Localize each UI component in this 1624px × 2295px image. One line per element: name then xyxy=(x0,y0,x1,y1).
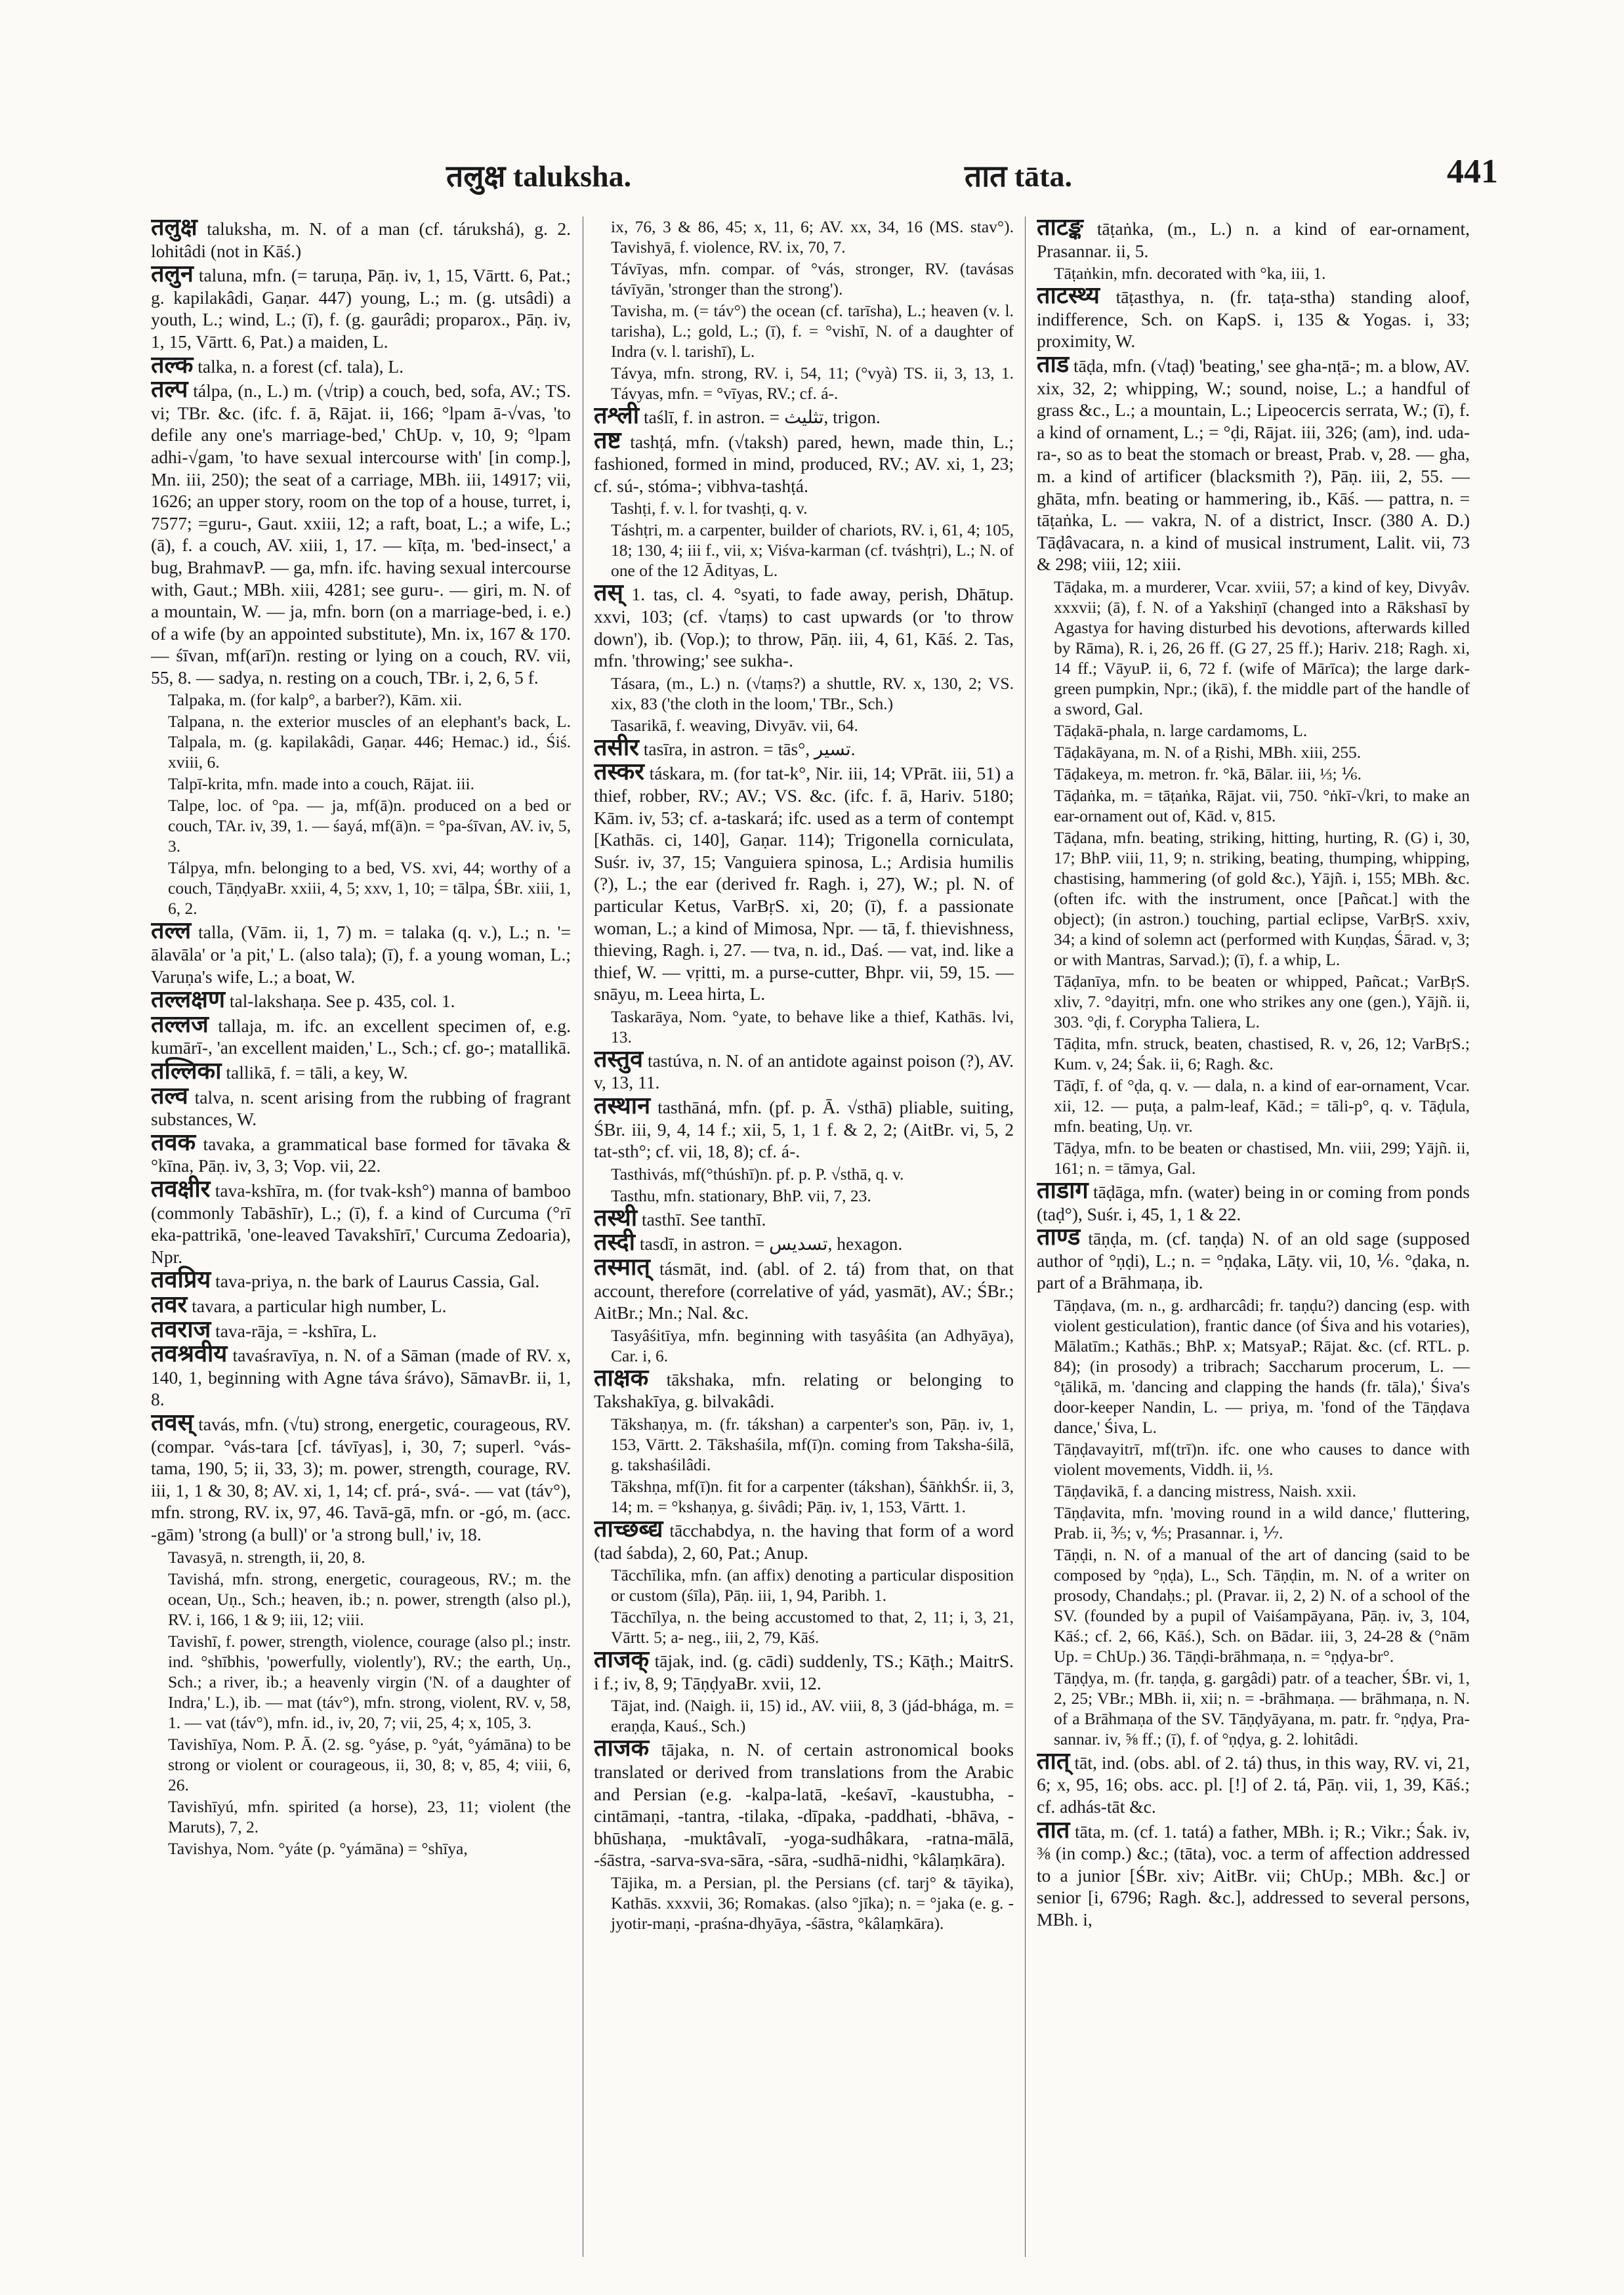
entry-headword-devanagari: तल्क xyxy=(151,351,194,378)
dictionary-subentry xyxy=(151,711,571,772)
entry-text: tācchabdya, n. the having that form of a word (tad śabda), 2, 60, Pat.; Anup. xyxy=(594,1520,1014,1563)
entry-headword-devanagari: तस्मात् xyxy=(594,1254,650,1281)
dictionary-entry xyxy=(594,1204,1014,1231)
entry-text: Tāḍanīya, mfn. to be beaten or whipped, Pañcat.; VarBṛS. xliv, 7. °dayitṛi, mfn. one who strikes any one (gen.), Yājñ. ii, 303. °ḍi, f. Corypha Taliera, L. xyxy=(1054,971,1470,1031)
entry-text: Tāṇḍavita, mfn. 'moving round in a wild dance,' fluttering, Prab. ii, ⅗; v, ⅘; Prasannar. i, ⅐. xyxy=(1054,1502,1470,1542)
dictionary-subentry xyxy=(594,520,1014,581)
dictionary-subentry xyxy=(151,1796,571,1837)
entry-text: Távya, mfn. strong, RV. i, 54, 11; (°vyà) TS. ii, 3, 13, 1. Távyas, mfn. = °vīyas, RV.; cf. á-. xyxy=(611,363,1014,403)
entry-text: Tāḍana, mfn. beating, striking, hitting, hurting, R. (G) i, 30, 17; BhP. viii, 11, 9; n. striking, beating, thumping, whipping, chastising, hammering (of gold &c.), Yājñ. i, 155; MBh. &c. (often ifc. with the instrument, once [Pañcat.] with the object); (in astron.) touching, partial eclipse, VarBṛS. xxiv, 34; a kind of solemn act (performed with Kuṇḍas, Śārad. v, 3; or with Mantras, Sarvad.); (ī), f. a whip, L. xyxy=(1054,827,1470,969)
entry-headword-devanagari: तस्कर xyxy=(594,758,644,785)
dictionary-entry xyxy=(594,758,1014,1005)
entry-headword-devanagari: ताटस्थ्य xyxy=(1037,282,1100,309)
column-1 xyxy=(151,217,571,2257)
dictionary-subentry xyxy=(594,1565,1014,1605)
dictionary-subentry xyxy=(151,1838,571,1859)
dictionary-subentry xyxy=(1037,1138,1470,1178)
entry-text: Tavisha, m. (= táv°) the ocean (cf. tarīsha), L.; heaven (v. l. tarisha), L.; gold, L.; (ī), f. = °vishī, N. of a daughter of Indra (v. l. tarishī), L. xyxy=(611,301,1014,361)
entry-text: Tásara, (m., L.) n. (√taṃs?) a shuttle, RV. x, 130, 2; VS. xix, 83 ('the cloth in the loom,' TBr., Sch.) xyxy=(611,673,1014,713)
entry-headword-devanagari: तल्ल xyxy=(151,917,192,944)
entry-text: tāṭasthya, n. (fr. taṭa-stha) standing aloof, indifference, Sch. on KapS. i, 135 & Yogas. i, 33; proximity, W. xyxy=(1037,287,1470,352)
entry-text: Tavishīya, Nom. P. Ā. (2. sg. °yáse, p. °yát, °yámāna) to be strong or violent or courageous, ii, 30, 8; v, 85, 4; viii, 6, 26. xyxy=(168,1734,571,1794)
entry-text: 1. tas, cl. 4. °syati, to fade away, perish, Dhātup. xxvi, 103; (cf. √taṃs) to cast upwards (or 'to throw down'), ib. (Vop.); to throw, Pāṇ. iii, 4, 61, Kāś. 2. Tas, mfn. 'throwing;' see sukha-. xyxy=(594,584,1014,671)
entry-text: táskara, m. (for tat-k°, Nir. iii, 14; VPrāt. iii, 51) a thief, robber, RV.; AV.; VS. &c. (ifc. f. ā, Hariv. 5180; Kām. iv, 53; cf. a-taskará; ifc. used as a term of contempt [Kathās. ci, 140], Gaṇar. 114); Trigonella corniculata, Suśr. iv, 37, 15; Vanguiera spinosa, L.; Ardisia humilis (?), L.; the ear (derived fr. Ragh. i, 27), W.; pl. N. of particular Ketus, VarBṛS. xi, 20; (ī), f. a passionate woman, L.; a kind of Mimosa, Npr. — tā, f. thievishness, thieving, Ragh. i, 27. — tva, n. id., Daś. — vat, ind. like a thief, W. — vṛitti, m. a purse-cutter, Bhpr. vii, 59, 15. — snāyu, m. Leea hirta, L. xyxy=(594,763,1014,1004)
entry-text: Távīyas, mfn. compar. of °vás, stronger, RV. (tavásas távīyān, 'stronger than the strong'). xyxy=(611,259,1014,299)
entry-text: Tājat, ind. (Naigh. ii, 15) id., AV. viii, 8, 3 (jád-bhága, m. = eraṇḍa, Kauś., Sch.) xyxy=(611,1696,1014,1736)
dictionary-entry xyxy=(151,1315,571,1342)
entry-text: Tavishī, f. power, strength, violence, courage (also pl.; instr. ind. °shībhis, 'powerfully, violently'), RV.; the earth, Uṇ., Sch.; a river, ib.; a heavenly virgin ('N. of a daughter of Indra,' L.), ib. — mat (táv°), mfn. strong, violent, RV. v, 58, 1. — vat (táv°), mfn. id., iv, 20, 7; vii, 25, 4; x, 105, 3. xyxy=(168,1631,571,1732)
dictionary-entry xyxy=(594,1092,1014,1163)
entry-headword-devanagari: तल्लिका xyxy=(151,1058,222,1085)
entry-text: tásmāt, ind. (abl. of 2. tá) from that, on that account, therefore (correlative of yád, yasmāt), AV.; ŚBr.; AitBr.; Mn.; Nal. &c. xyxy=(594,1258,1014,1323)
entry-text: Tavishya, Nom. °yáte (p. °yámāna) = °shīya, xyxy=(168,1838,468,1858)
entry-text: tasthāná, mfn. (pf. p. Ā. √sthā) pliable, suiting, ŚBr. iii, 9, 4, 14 f.; xii, 5, 1, 1 f. & 2, 2; (AitBr. vi, 5, 2 tat-sth°; cf. vii, 18, 8); cf. á-. xyxy=(594,1097,1014,1162)
dictionary-subentry xyxy=(1037,1033,1470,1074)
entry-text: Tāṭaṅkin, mfn. decorated with °ka, iii, 1. xyxy=(1054,264,1326,283)
entry-text: taluna, mfn. (= taruṇa, Pāṇ. iv, 1, 15, Vārtt. 6, Pat.; g. kapilakâdi, Gaṇar. 447) young, L.; m. (g. utsâdi) a youth, L.; wind, L.; (ī), f. (g. gaurâdi; proparox., Pāṇ. iv, 1, 15, Vārtt. 6, Pat.) a maiden, L. xyxy=(151,265,571,352)
dictionary-subentry xyxy=(151,774,571,794)
entry-text: Tāṇḍi, n. N. of a manual of the art of dancing (said to be composed by °ṇḍa), L., Sch. Tāṇḍin, m. N. of a writer on prosody, Chandaḥs.; pl. (Pravar. ii, 2, 2) N. of a school of the SV. (founded by a pupil of Vaiśampāyana, Pāṇ. iv, 3, 104, Kāś.; cf. 2, 66, Kāś.), Sch. on Bādar. iii, 3, 24-28 & (°nām Up. = ChUp.) 36. Tāṇḍi-brāhmaṇa, n. = °ṇḍya-br°. xyxy=(1054,1544,1470,1666)
entry-text: tallikā, f. = tāli, a key, W. xyxy=(226,1062,408,1083)
dictionary-subentry xyxy=(1037,1544,1470,1666)
entry-text: Tākshaṇya, m. (fr. tákshan) a carpenter's son, Pāṇ. iv, 1, 153, Vārtt. 2. Tākshaśila, mf(ī)n. coming from Taksha-śilā, g. takshaśilâdi. xyxy=(611,1415,1014,1474)
entry-text: Tāḍakeya, m. metron. fr. °kā, Bālar. iii, ⅓; ⅙. xyxy=(1054,764,1362,783)
dictionary-entry xyxy=(594,1518,1014,1563)
page-number: 441 xyxy=(1447,153,1498,190)
entry-headword-devanagari: तलुक्ष xyxy=(151,217,198,240)
dictionary-entry xyxy=(594,1256,1014,1324)
entry-text: Tāṇḍavikā, f. a dancing mistress, Naish. xxii. xyxy=(1054,1481,1357,1500)
entry-text: Tācchīlika, mfn. (an affix) denoting a particular disposition or custom (śīla), Pāṇ. iii, 1, 94, Paribh. 1. xyxy=(611,1565,1014,1605)
entry-text: Tāḍakā-phala, n. large cardamoms, L. xyxy=(1054,720,1308,740)
entry-text: tashṭá, mfn. (√taksh) pared, hewn, made thin, L.; fashioned, formed in mind, produced, RV.; AV. xi, 1, 23; cf. sú-, stóma-; vibhva-tashṭá. xyxy=(594,431,1014,496)
dictionary-subentry xyxy=(1037,764,1470,784)
dictionary-entry xyxy=(594,1045,1014,1094)
entry-text: Tājika, m. a Persian, pl. the Persians (cf. tarj° & tāyika), Kathās. xxxvii, 36; Romakas. (also °jīka); n. = °jaka (e. g. -jyotir-maṇi, -praśna-dhyāya, -śāstra, °kâlaṃkāra). xyxy=(611,1872,1014,1933)
entry-text: Tākshṇa, mf(ī)n. fit for a carpenter (tákshan), ŚāṅkhŚr. ii, 3, 14; m. = °kshaṇya, g. śivâdi; Pāṇ. iv, 1, 153, Vārtt. 1. xyxy=(611,1477,1014,1516)
entry-text: Talpana, n. the exterior muscles of an elephant's back, L. Talpala, m. (g. kapilakâdi, Gaṇar. 446; Hemac.) id., Śiś. xviii, 6. xyxy=(168,712,571,772)
dictionary-subentry xyxy=(1037,1439,1470,1479)
entry-headword-devanagari: तवस् xyxy=(151,1409,194,1436)
entry-text: tāta, m. (cf. 1. tatá) a father, MBh. i; R.; Vikr.; Śak. iv, ⅜ (in comp.) &c.; (tāta), voc. a term of affection addressed to a junior [ŚBr. xiv; AitBr. vii; ChUp.; MBh. &c.] or senior [i, 6796; Ragh. &c.], addressed to several persons, MBh. i, xyxy=(1037,1821,1470,1930)
entry-text: Tashṭi, f. v. l. for tvashṭi, q. v. xyxy=(611,499,808,518)
entry-text: Taskarāya, Nom. °yate, to behave like a thief, Kathās. lvi, 13. xyxy=(611,1006,1014,1046)
dictionary-subentry xyxy=(151,1547,571,1567)
entry-text: tasthī. See tanthī. xyxy=(642,1209,766,1230)
entry-text: tavaśravīya, n. N. of a Sāman (made of RV. x, 140, 1, beginning with Agne táva śrávo), SāmavBr. ii, 1, 8. xyxy=(151,1345,571,1410)
entry-headword-devanagari: तवर xyxy=(151,1291,188,1317)
dictionary-subentry xyxy=(594,1186,1014,1206)
dictionary-subentry xyxy=(1037,1295,1470,1437)
entry-headword-devanagari: ताजक xyxy=(594,1735,650,1762)
dictionary-entry xyxy=(1037,1816,1470,1931)
entry-text: Tasthivás, mf(°thúshī)n. pf. p. P. √sthā, q. v. xyxy=(611,1164,904,1184)
dictionary-subentry xyxy=(594,673,1014,714)
dictionary-subentry xyxy=(594,1325,1014,1366)
entry-text: Tálpya, mfn. belonging to a bed, VS. xvi, 44; worthy of a couch, TāṇḍyaBr. xxiii, 4, 5; xxv, 1, 10; = tālpa, ŚBr. xiii, 1, 6, 2. xyxy=(168,858,571,919)
entry-headword-devanagari: तात् xyxy=(1037,1747,1070,1774)
entry-headword-devanagari: तल्प xyxy=(151,376,188,403)
dictionary-subentry xyxy=(594,217,1014,257)
dictionary-subentry xyxy=(594,363,1014,403)
dictionary-entry xyxy=(151,986,571,1013)
entry-text: talka, n. a forest (cf. tala), L. xyxy=(198,356,404,377)
entry-text: tasdī, in astron. = تسدیس, hexagon. xyxy=(639,1233,903,1254)
dictionary-subentry xyxy=(1037,971,1470,1032)
dictionary-entry xyxy=(151,1409,571,1546)
dictionary-subentry xyxy=(594,1607,1014,1647)
entry-text: Táshṭri, m. a carpenter, builder of chariots, RV. i, 61, 4; 105, 18; 130, 4; iii f., vii, x; Viśva-karman (cf. tváshṭri), L.; N. of one of the 12 Ādityas, L. xyxy=(611,520,1014,581)
dictionary-subentry xyxy=(594,1414,1014,1475)
dictionary-subentry xyxy=(594,715,1014,735)
dictionary-subentry xyxy=(1037,720,1470,741)
entry-headword-devanagari: तस् xyxy=(594,579,623,606)
entry-text: tājaka, n. N. of certain astronomical books translated or derived from translations from the Arabic and Persian (e.g. -kalpa-latā, -keśavī, -kaustubha, -cintāmaṇi, -tantra, -tilaka, -dīpaka, -paddhati, -bhāva, -bhūshaṇa, -muktâvalī, -yoga-sudhâkara, -ratna-mālā, -śāstra, -sarva-sva-sāra, -sāra, -sudhā-nidhi, °kâlaṃkāra). xyxy=(594,1739,1014,1871)
entry-headword-devanagari: तसीर xyxy=(594,734,639,760)
dictionary-subentry xyxy=(1037,263,1470,283)
entry-text: tava-kshīra, m. (for tvak-ksh°) manna of bamboo (commonly Tabāshīr), L.; (ī), f. a kind of Curcuma (°rī eka-pattrikā, 'one-leaved Tavakshīrī,' Curcuma Zedoaria), Npr. xyxy=(151,1180,571,1267)
entry-text: tavara, a particular high number, L. xyxy=(192,1295,447,1316)
entry-headword-devanagari: ताक्षक xyxy=(594,1364,649,1391)
header-right-guideword: तात tāta. xyxy=(965,159,1072,193)
entry-text: Tasarikā, f. weaving, Divyāv. vii, 64. xyxy=(611,715,858,735)
entry-headword-devanagari: तल्व xyxy=(151,1082,188,1109)
entry-headword-devanagari: तात xyxy=(1037,1816,1070,1843)
dictionary-entry xyxy=(151,376,571,688)
dictionary-subentry xyxy=(1037,742,1470,762)
entry-text: tāḍāga, mfn. (water) being in or coming from ponds (taḍ°), Suśr. i, 45, 1, 1 & 22. xyxy=(1037,1181,1470,1224)
entry-text: tastúva, n. N. of an antidote against poison (?), AV. v, 13, 11. xyxy=(594,1050,1014,1093)
dictionary-entry xyxy=(594,402,1014,428)
dictionary-subentry xyxy=(151,1734,571,1795)
dictionary-subentry xyxy=(594,1872,1014,1933)
entry-headword-devanagari: ताजक् xyxy=(594,1646,650,1673)
dictionary-entry xyxy=(594,734,1014,760)
entry-text: Tāṇḍya, m. (fr. taṇḍa, g. gargâdi) patr. of a teacher, ŚBr. vi, 1, 2, 25; VBr.; MBh. ii, xii; n. = -brāhmaṇa. — brāhmaṇa, n. N. of a Brāhmaṇa of the SV. Tāṇḍyāyana, m. patr. fr. °ṇḍya, Pra-sannar. iv, ⅝ ff.; (ī), f. of °ṇḍya, g. 2. lohitâdi. xyxy=(1054,1668,1470,1748)
entry-headword-devanagari: तल्लज xyxy=(151,1010,209,1037)
entry-text: Tāḍakāyana, m. N. of a Ṛishi, MBh. xiii, 255. xyxy=(1054,742,1362,762)
dictionary-subentry xyxy=(1037,1481,1470,1501)
entry-text: tākshaka, mfn. relating or belonging to Takshakīya, g. bilvakâdi. xyxy=(594,1369,1014,1412)
dictionary-entry xyxy=(594,426,1014,497)
dictionary-subentry xyxy=(594,1695,1014,1736)
entry-headword-devanagari: तलुन xyxy=(151,260,194,287)
entry-headword-devanagari: तवप्रिय xyxy=(151,1266,211,1293)
entry-text: Tāḍaka, m. a murderer, Vcar. xviii, 57; a kind of key, Divyâv. xxxvii; (ā), f. N. of a Yakshiṇī (changed into a Rākshasī by Agastya for having disturbed his devotions, afterwards killed by Rāma), R. i, 26, 26 ff. (G 27, 25 ff.); Hariv. 218; Ragh. xi, 14 ff.; VāyuP. ii, 6, 72 f. (wife of Mārīca); the large dark-green pumpkin, Npr.; (ikā), f. the middle part of the handle of a sword, Gal. xyxy=(1054,577,1470,718)
column-2 xyxy=(594,217,1014,2257)
entry-text: taślī, f. in astron. = تثلیث, trigon. xyxy=(643,407,881,427)
dictionary-subentry xyxy=(151,1569,571,1630)
dictionary-entry xyxy=(151,1266,571,1293)
entry-text: Tāḍaṅka, m. = tāṭaṅka, Rājat. vii, 750. °ṅkī-√kri, to make an ear-ornament out of, Kād. v, 815. xyxy=(1054,785,1470,825)
entry-headword-devanagari: तवक xyxy=(151,1128,196,1155)
dictionary-subentry xyxy=(1037,1502,1470,1543)
entry-text: tavás, mfn. (√tu) strong, energetic, courageous, RV. (compar. °vás-tara [cf. távīyas], i, 30, 7; superl. °vás-tama, 190, 5; ii, 33, 3); m. power, strength, courage, RV. iii, 1, 1 & 30, 8; AV. xi, 1, 14; cf. prá-, svá-. — vat (táv°), mfn. strong, RV. ix, 97, 46. Tavā-gā, mfn. or -gó, m. (acc. -gām) 'strong (a bull)' or 'a strong bull,' iv, 18. xyxy=(151,1413,571,1544)
entry-text: tavaka, a grammatical base formed for tāvaka & °kīna, Pāṇ. iv, 3, 3; Vop. vii, 22. xyxy=(151,1133,571,1176)
entry-headword-devanagari: तस्थान xyxy=(594,1092,651,1119)
dictionary-entry xyxy=(1037,1176,1470,1225)
dictionary-entry xyxy=(151,1082,571,1130)
entry-text: Tāḍī, f. of °ḍa, q. v. — dala, n. a kind of ear-ornament, Vcar. xii, 12. — puṭa, a palm-leaf, Kād.; = tāli-p°, q. v. Tāḍula, mfn. beating, Uṇ. vr. xyxy=(1054,1075,1470,1136)
dictionary-subentry xyxy=(594,1476,1014,1517)
dictionary-entry xyxy=(1037,1226,1470,1294)
entry-text: Tāṇḍavayitrī, mf(trī)n. ifc. one who causes to dance with violent movements, Viddh. ii, ⅓. xyxy=(1054,1439,1470,1479)
dictionary-subentry xyxy=(594,300,1014,362)
entry-headword-devanagari: तस्तुव xyxy=(594,1045,644,1072)
entry-text: Tasthu, mfn. stationary, BhP. vii, 7, 23. xyxy=(611,1186,871,1205)
dictionary-entry xyxy=(594,579,1014,671)
entry-text: talva, n. scent arising from the rubbing of fragrant substances, W. xyxy=(151,1086,571,1130)
dictionary-entry xyxy=(151,1291,571,1317)
entry-headword-devanagari: ताड xyxy=(1037,350,1070,377)
dictionary-entry xyxy=(151,260,571,352)
entry-text: tava-rāja, = -kshīra, L. xyxy=(215,1320,377,1341)
entry-text: taluksha, m. N. of a man (cf. tárukshá), g. 2. lohitâdi (not in Kāś.) xyxy=(151,218,571,261)
entry-headword-devanagari: ताडाग xyxy=(1037,1176,1089,1203)
column-divider xyxy=(1025,217,1026,2257)
entry-text: Talpaka, m. (for kalp°, a barber?), Kām. xii. xyxy=(168,690,463,710)
header-left-guideword: तलुक्ष taluksha. xyxy=(446,159,632,193)
dictionary-entry xyxy=(594,1646,1014,1694)
entry-text: ix, 76, 3 & 86, 45; x, 11, 6; AV. xx, 34, 16 (MS. stav°). Tavishyā, f. violence, RV. ix, 70, 7. xyxy=(611,217,1014,257)
entry-headword-devanagari: तवक्षीर xyxy=(151,1176,211,1202)
dictionary-subentry xyxy=(594,1006,1014,1047)
entry-headword-devanagari: तवश्रवीय xyxy=(151,1340,228,1367)
entry-text: Tasyâśitīya, mfn. beginning with tasyâśita (an Adhyāya), Car. i, 6. xyxy=(611,1325,1014,1365)
dictionary-entry xyxy=(594,1231,1014,1255)
dictionary-entry xyxy=(151,1340,571,1411)
entry-text: Tācchīlya, n. the being accustomed to that, 2, 11; i, 3, 21, Vārtt. 5; a- neg., iii, 2, 79, Kāś. xyxy=(611,1607,1014,1647)
entry-text: Tavasyā, n. strength, ii, 20, 8. xyxy=(168,1547,365,1567)
entry-text: tálpa, (n., L.) m. (√trip) a couch, bed, sofa, AV.; TS. vi; TBr. &c. (ifc. f. ā, Rājat. ii, 166; °lpam ā-√vas, 'to defile any one's marriage-bed,' ChUp. v, 10, 9; °lpam adhi-√gam, 'to have sexual intercourse with' [in comp.], Mn. iii, 250); the seat of a carriage, MBh. iii, 14917; vii, 1626; an upper story, room on the top of a house, turret, i, 7577; =guru-, Gaut. xxiii, 12; a raft, boat, L.; a wife, L.; (ā), f. a couch, AV. xiii, 1, 17. — kīṭa, m. 'bed-insect,' a bug, BrahmavP. — ga, mfn. ifc. having sexual intercourse with, Gaut.; MBh. xiii, 4281; see guru-. — giri, m. N. of a mountain, W. — ja, mfn. born (on a marriage-bed, i. e.) of a wife (by an appointed substitute), Mn. ix, 167 & 170. — śīvan, mf(arī)n. resting or lying on a couch, RV. vii, 55, 8. — sadya, n. resting on a couch, TBr. i, 2, 6, 5 f. xyxy=(151,381,571,688)
entry-headword-devanagari: ताटङ्क xyxy=(1037,217,1083,240)
entry-headword-devanagari: ताण्ड xyxy=(1037,1224,1081,1251)
entry-text: tāṭaṅka, (m., L.) n. a kind of ear-ornament, Prasannar. ii, 5. xyxy=(1037,218,1470,261)
dictionary-subentry xyxy=(1037,827,1470,970)
running-header xyxy=(0,0,1624,236)
entry-headword-devanagari: तस्थी xyxy=(594,1204,638,1231)
dictionary-entry xyxy=(151,351,571,378)
dictionary-entry xyxy=(151,217,571,262)
entry-text: Tāḍita, mfn. struck, beaten, chastised, R. v, 26, 12; VarBṛS.; Kum. v, 24; Śak. ii, 6; Ragh. &c. xyxy=(1054,1033,1470,1073)
dictionary-subentry xyxy=(151,858,571,919)
dictionary-entry xyxy=(151,917,571,987)
entry-headword-devanagari: तष्ट xyxy=(594,426,621,453)
dictionary-subentry xyxy=(151,1631,571,1733)
dictionary-entry xyxy=(151,1178,571,1268)
entry-text: tājak, ind. (g. cādi) suddenly, TS.; Kāṭh.; MaitrS. i f.; iv, 8, 9; TāṇḍyaBr. xvii, 12. xyxy=(594,1651,1014,1693)
entry-text: tāḍa, mfn. (√taḍ) 'beating,' see gha-nṭā-; m. a blow, AV. xix, 32, 2; whipping, W.; sound, noise, L.; a handful of grass &c., L.; a mountain, L.; Lipeocercis serrata, W.; (ī), f. a kind of ornament, L.; = °ḍi, Rājat. iii, 326; (am), ind. uda-ra-, so as to beat the stomach or breast, Prab. v, 28. — gha, m. a kind of artificer (blacksmith ?), Pāṇ. iii, 2, 55. — ghāta, mfn. beating or hammering, ib., Kāś. — pattra, n. = tāṭaṅka, L. — vakra, N. of a district, Inscr. (380 A. D.) Tāḍâvacara, n. a kind of musical instrument, Lalit. vii, 73 & 298; viii, 12; xiii. xyxy=(1037,355,1470,575)
entry-text: talla, (Vām. ii, 1, 7) m. = talaka (q. v.), L.; n. '= ālavāla' or 'a pit,' L. (also tala); (ī), f. a young woman, L.; Varuṇa's wife, L.; a boat, W. xyxy=(151,922,571,987)
entry-headword-devanagari: तस्दी xyxy=(594,1229,635,1256)
dictionary-subentry xyxy=(594,1164,1014,1184)
entry-headword-devanagari: ताच्छब्द्य xyxy=(594,1516,663,1542)
dictionary-subentry xyxy=(594,498,1014,518)
entry-headword-devanagari: तल्लक्षण xyxy=(151,986,226,1013)
entry-text: Talpe, loc. of °pa. — ja, mf(ā)n. produced on a bed or couch, TAr. iv, 39, 1. — śayá, mf(ā)n. = °pa-śīvan, AV. iv, 5, 3. xyxy=(168,796,571,856)
entry-text: Tavishīyú, mfn. spirited (a horse), 23, 11; violent (the Maruts), 7, 2. xyxy=(168,1796,571,1836)
entry-text: Tāḍya, mfn. to be beaten or chastised, Mn. viii, 299; Yājñ. ii, 161; n. = tāmya, Gal. xyxy=(1054,1138,1470,1178)
column-3 xyxy=(1037,217,1470,2257)
dictionary-entry xyxy=(594,1737,1014,1871)
entry-headword-devanagari: तश्ली xyxy=(594,402,640,428)
entry-text: tava-priya, n. the bark of Laurus Cassia, Gal. xyxy=(215,1271,540,1292)
entry-text: tallaja, m. ifc. an excellent specimen of, e.g. kumārī-, 'an excellent maiden,' L., Sch.; cf. go-; matallikā. xyxy=(151,1015,571,1058)
dictionary-subentry xyxy=(151,795,571,856)
dictionary-entry xyxy=(1037,350,1470,575)
dictionary-entry xyxy=(151,1010,571,1059)
dictionary-entry xyxy=(1037,282,1470,352)
dictionary-subentry xyxy=(594,258,1014,299)
entry-text: Talpī-krita, mfn. made into a couch, Rājat. iii. xyxy=(168,774,474,794)
dictionary-entry xyxy=(151,1060,571,1084)
dictionary-entry xyxy=(151,1128,571,1177)
dictionary-subentry xyxy=(1037,1075,1470,1136)
dictionary-entry xyxy=(1037,1747,1470,1818)
entry-text: tasīra, in astron. = tās°, تسیر. xyxy=(643,738,856,759)
dictionary-subentry xyxy=(1037,577,1470,719)
dictionary-subentry xyxy=(1037,785,1470,826)
entry-text: Tavishá, mfn. strong, energetic, courageous, RV.; m. the ocean, Uṇ., Sch.; heaven, ib.; n. power, strength (also pl.), RV. i, 166, 1 & 9; iii, 12; viii. xyxy=(168,1569,571,1629)
entry-text: tāṇḍa, m. (cf. taṇḍa) N. of an old sage (supposed author of °ṇḍi), L.; n. = °ṇḍaka, Lāṭy. vii, 10, ⅙. °ḍaka, n. part of a Brāhmaṇa, ib. xyxy=(1037,1228,1470,1293)
dictionary-subentry xyxy=(151,690,571,710)
dictionary-entry xyxy=(594,1364,1014,1413)
dictionary-entry xyxy=(1037,217,1470,262)
entry-headword-devanagari: तवराज xyxy=(151,1315,211,1342)
entry-text: tāt, ind. (obs. abl. of 2. tá) thus, in this way, RV. vi, 21, 6; x, 95, 16; obs. acc. pl. [!] of 2. tá, Pāṇ. vii, 1, 39, Kāś.; cf. adhás-tāt &c. xyxy=(1037,1752,1470,1817)
entry-text: tal-lakshaṇa. See p. 435, col. 1. xyxy=(229,991,455,1012)
entry-text: Tāṇḍava, (m. n., g. ardharcâdi; fr. taṇḍu?) dancing (esp. with violent gesticulation), frantic dance (of Śiva and his votaries), Mālatīm.; Kathās.; BhP. x; MatsyaP.; Rājat. &c. (cf. RTL. p. 84); (in prosody) a tribrach; Saccharum procerum, L. — °ṭālikā, m. 'dancing and clapping the hands (fr. tāla),' Śiva's door-keeper Nandin, L. — priya, m. 'fond of the Tāṇḍava dance,' Śiva, L. xyxy=(1054,1295,1470,1437)
dictionary-subentry xyxy=(1037,1668,1470,1749)
